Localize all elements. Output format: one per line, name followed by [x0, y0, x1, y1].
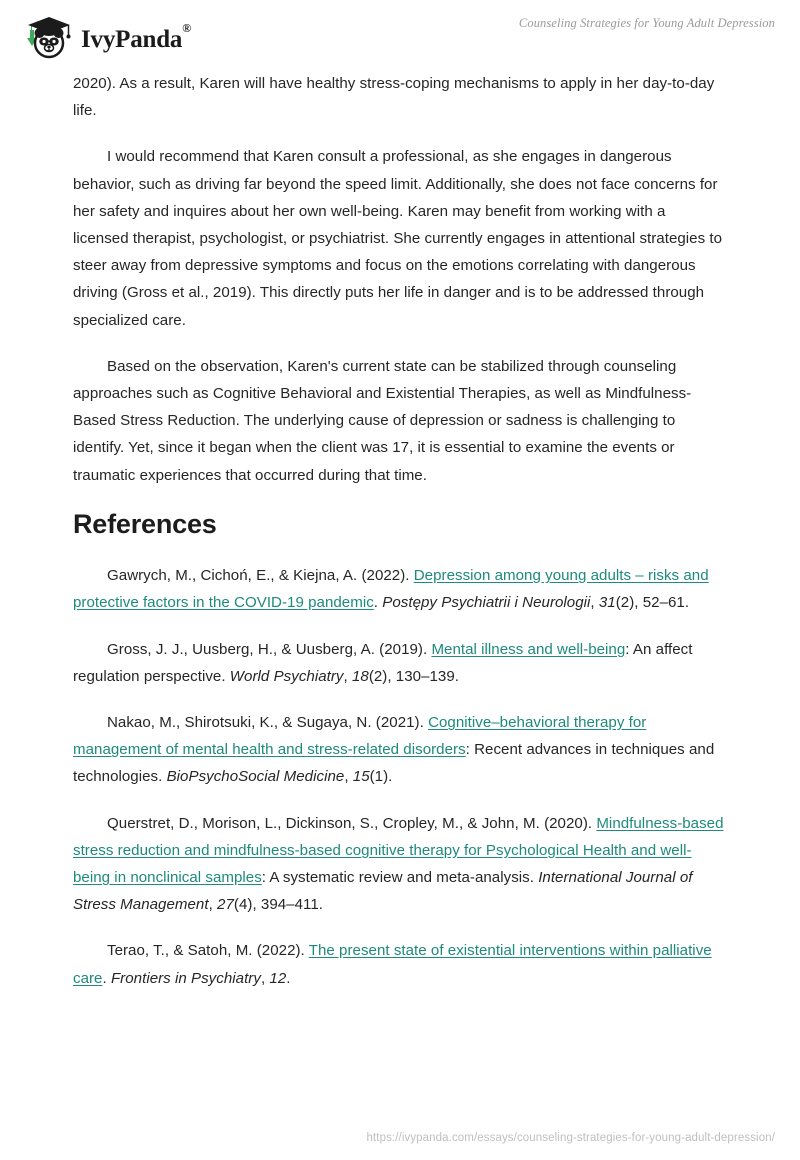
ref-nakao-2021-text: : Recent advances in techniques and technologies. — [73, 741, 715, 786]
ref-querstret-2020-link[interactable]: Mindfulness-based stress reduction and mindfulness-based cognitive therapy for Psychological Health and well-being in nonclinical samples — [73, 814, 724, 887]
ref-nakao-2021-text: , — [344, 768, 353, 786]
ref-terao-2022-text: . — [102, 969, 111, 987]
paragraph-text: 2020). As a result, Karen will have healthy stress-coping mechanisms to apply in her day-to-day life. — [73, 75, 715, 120]
ref-gawrych-2022-italic: Postępy Psychiatrii i Neurologii — [382, 594, 591, 612]
brand-name: IvyPanda® — [81, 21, 191, 53]
ref-gross-2019-text: (2), 130–139. — [368, 667, 459, 685]
ref-terao-2022-text: Terao, T., & Satoh, M. (2022). — [107, 942, 309, 960]
reference-entry — [73, 810, 725, 919]
ref-terao-2022-italic: 12 — [269, 969, 287, 987]
ref-gawrych-2022-link[interactable]: Depression among young adults – risks and protective factors in the COVID-19 pandemic — [73, 567, 709, 612]
ref-gross-2019-link[interactable]: Mental illness and well-being — [431, 640, 626, 658]
page-footer — [0, 1128, 800, 1146]
body-paragraph — [73, 70, 725, 124]
ref-nakao-2021-italic: BioPsychoSocial Medicine — [166, 768, 345, 786]
registered-trademark-icon: ® — [182, 21, 191, 36]
ref-querstret-2020-text: (4), 394–411. — [233, 896, 323, 914]
ref-gawrych-2022-text: Gawrych, M., Cichoń, E., & Kiejna, A. (2022). — [107, 567, 414, 585]
ref-terao-2022-link[interactable]: The present state of existential interventions within palliative care — [73, 942, 712, 987]
ref-gawrych-2022-text: . — [373, 594, 383, 612]
ref-gross-2019-text: Gross, J. J., Uusberg, H., & Uusberg, A. (2019). — [107, 640, 432, 658]
page-title-references: References — [73, 508, 217, 539]
panda-graduation-cap-logo-icon — [18, 13, 74, 63]
paragraph-text: I would recommend that Karen consult a professional, as she engages in dangerous behavior, such as driving far beyond the speed limit. Additionally, she does not face concerns for her safety and inquires about her own well-being. Karen may benefit from working with a licensed therapist, psychologist, or psychiatrist. She currently engages in attentional strategies to steer away from depressive symptoms and focus on the emotions correlating with dangerous driving (Gross et al., 2019). This directly puts her life in danger and is to be addressed through specialized care. — [73, 148, 723, 329]
ref-terao-2022-text: . — [286, 969, 291, 987]
reference-entry — [73, 709, 725, 791]
ref-querstret-2020-italic: International Journal of Stress Management — [73, 869, 693, 914]
paragraph-text: Based on the observation, Karen's current state can be stabilized through counseling approaches such as Cognitive Behavioral and Existential Therapies, as well as Mindfulness-Based Stress Reduction. The underlying cause of depression or sadness is challenging to identify. Yet, since it began when the client was 17, it is essential to examine the events or traumatic experiences that occurred during that time. — [73, 357, 692, 484]
reference-entry — [73, 937, 725, 991]
body-paragraph — [73, 143, 725, 333]
ref-nakao-2021-italic: 15 — [352, 768, 370, 786]
reference-entry — [73, 636, 725, 690]
ref-gawrych-2022-text: (2), 52–61. — [615, 594, 690, 612]
ref-gawrych-2022-italic: 31 — [598, 594, 616, 612]
ref-gross-2019-text: , — [343, 667, 352, 685]
running-head-title: Counseling Strategies for Young Adult Depression — [518, 16, 775, 30]
ref-nakao-2021-text: Nakao, M., Shirotsuki, K., & Sugaya, N. (2021). — [107, 714, 429, 732]
ref-querstret-2020-text: : A systematic review and meta-analysis. — [261, 869, 539, 887]
ref-nakao-2021-text: (1). — [369, 768, 393, 786]
ref-querstret-2020-text: , — [208, 896, 218, 914]
document-body — [73, 70, 725, 1011]
source-url[interactable]: https://ivypanda.com/essays/counseling-strategies-for-young-adult-depression/ — [366, 1132, 775, 1144]
body-paragraphs — [73, 70, 725, 489]
ref-terao-2022-italic: Frontiers in Psychiatry — [110, 969, 261, 987]
ref-querstret-2020-italic: 27 — [217, 896, 234, 914]
brand-logo[interactable] — [18, 13, 191, 63]
body-paragraph — [73, 353, 725, 489]
ref-gross-2019-italic: World Psychiatry — [229, 667, 344, 685]
page-header — [0, 0, 800, 70]
ref-gross-2019-italic: 18 — [351, 667, 369, 685]
references-list — [73, 562, 725, 992]
ref-terao-2022-text: , — [260, 969, 270, 987]
ref-gross-2019-text: : An affect regulation perspective. — [73, 640, 693, 685]
ref-nakao-2021-link[interactable]: Cognitive–behavioral therapy for management of mental health and stress-related disorders — [73, 714, 647, 759]
ref-gawrych-2022-text: , — [590, 594, 599, 612]
ref-querstret-2020-text: Querstret, D., Morison, L., Dickinson, S., Cropley, M., & John, M. (2020). — [107, 814, 597, 832]
reference-entry — [73, 562, 725, 616]
